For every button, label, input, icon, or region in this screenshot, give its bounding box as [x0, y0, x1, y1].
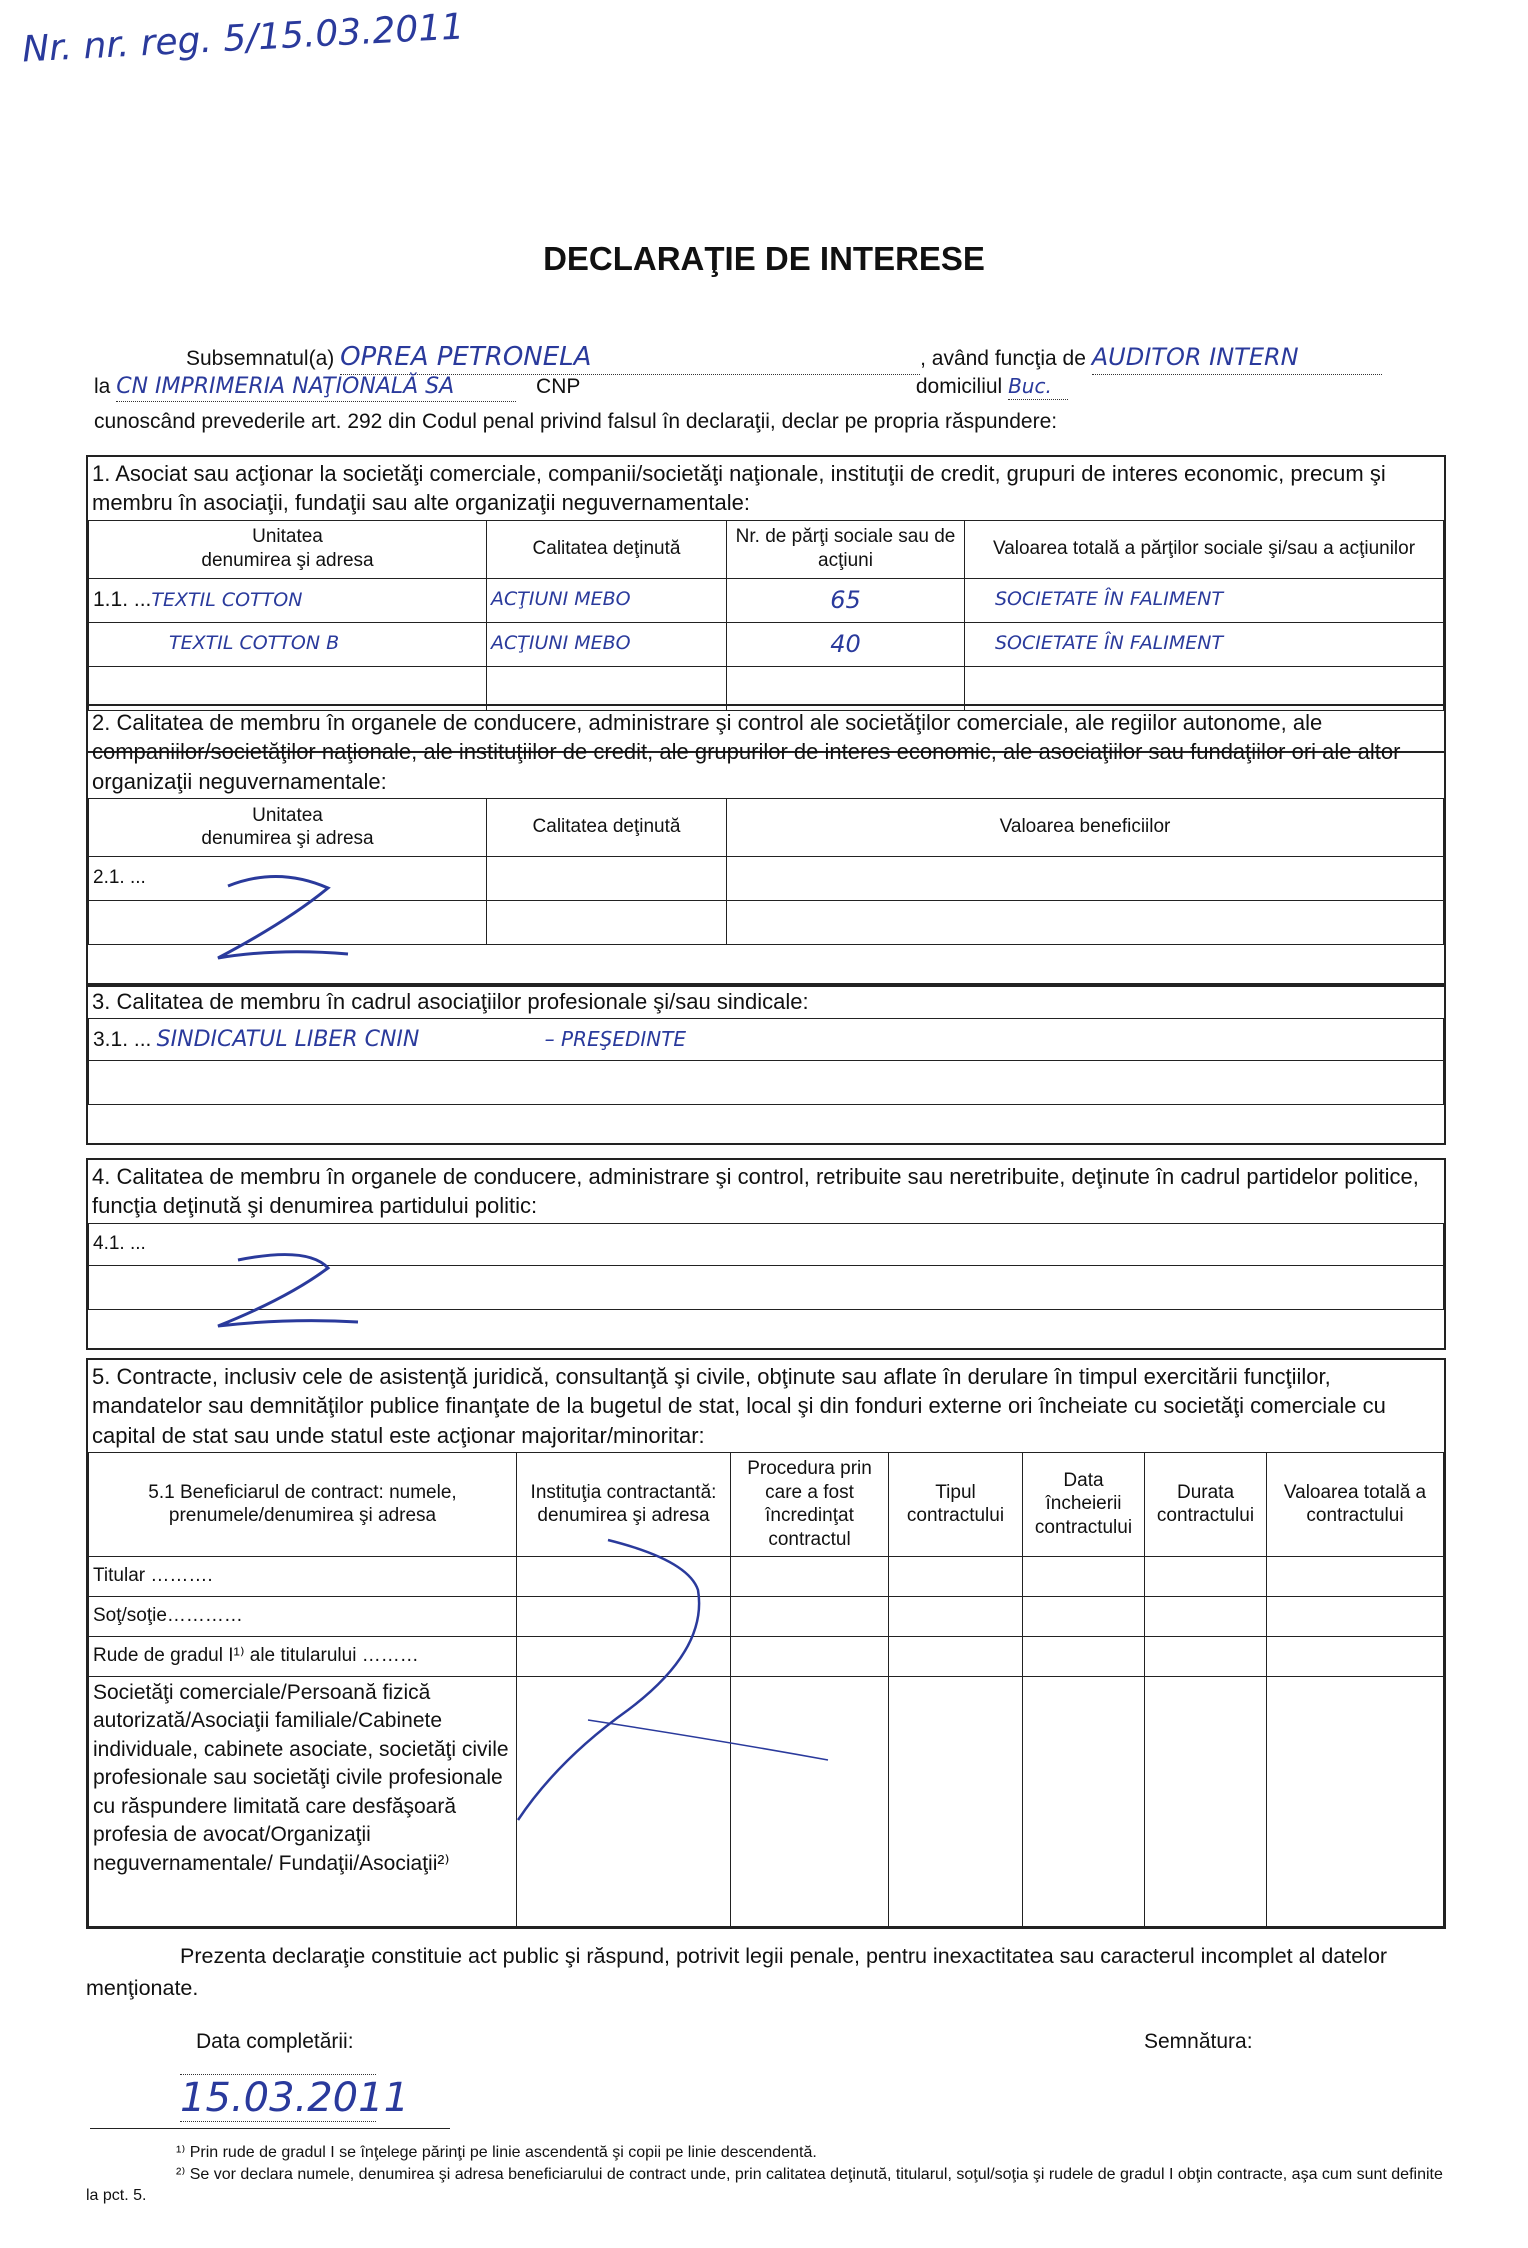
intro-statement: cunoscând prevederile art. 292 din Codul penal privind falsul în declaraţii, declar pe propria răspundere:: [94, 410, 1058, 433]
table-row: [89, 1061, 1444, 1105]
s1-col-value: Valoarea totală a părţilor sociale şi/sau a acţiunilor: [965, 520, 1444, 578]
s1-col-unit: Unitatea denumirea şi adresa: [89, 520, 487, 578]
unit-entry: TEXTIL COTTON: [151, 588, 303, 611]
table-row: [89, 622, 1444, 666]
table-cell[interactable]: [1023, 1636, 1145, 1676]
table-cell[interactable]: [889, 1636, 1023, 1676]
row-prefix[interactable]: 4.1. ...: [89, 1223, 1444, 1265]
table-cell[interactable]: [89, 578, 487, 622]
domiciliul-value[interactable]: Buc.: [1008, 373, 1068, 400]
strike-mark-z: [208, 866, 368, 966]
row-prefix: 1.1. ...: [93, 587, 152, 611]
footnote-1: ¹⁾ Prin rude de gradul I se înţelege părinţi pe linie ascendentă şi copii pe linie descendentă.: [176, 2144, 817, 2161]
table-cell[interactable]: [889, 1676, 1023, 1926]
s1-col-shares: Nr. de părţi sociale sau de acţiuni: [727, 520, 965, 578]
strike-mark-large: [388, 1530, 848, 1830]
row-label-relatives[interactable]: Rude de gradul I¹⁾ ale titularului ………: [89, 1636, 517, 1676]
strike-mark-z: [198, 1248, 378, 1338]
table-cell[interactable]: [889, 1556, 1023, 1596]
date-label: Data completării:: [196, 2030, 354, 2053]
table-cell[interactable]: [1023, 1596, 1145, 1636]
table-cell[interactable]: [1267, 1676, 1444, 1926]
table-cell[interactable]: [1267, 1556, 1444, 1596]
table-cell[interactable]: [89, 1061, 1444, 1105]
table-cell[interactable]: [1023, 1676, 1145, 1926]
footnote-2: ²⁾ Se vor declara numele, denumirea şi adresa beneficiarului de contract unde, prin calitatea deţinută, titularul, soţul/soţia şi rudele de gradul I obţin contracte, aşa cum sunt definite la pct. 5.: [86, 2166, 1443, 2204]
intro-line-2: [94, 372, 1444, 402]
declarant-function[interactable]: AUDITOR INTERN: [1092, 342, 1382, 375]
value-entry[interactable]: SOCIETATE ÎN FALIMENT: [965, 622, 1444, 666]
row-label-companies[interactable]: Societăţi comerciale/Persoană fizică autorizată/Asociaţii familiale/Cabinete individuale, cabinete asociate, societăţi civile profesionale sau societăţi civile profesionale cu răspundere limitată care desfăşoară profesia de avocat/Organizaţii neguvernamentale/ Fundaţii/Asociaţii²⁾: [89, 1676, 517, 1926]
s5-col-procedure: Procedura prin care a fost încredinţat contractul: [731, 1452, 889, 1556]
table-cell[interactable]: [1145, 1636, 1267, 1676]
unit-entry[interactable]: TEXTIL COTTON B: [89, 622, 487, 666]
section-3-heading: 3. Calitatea de membru în cadrul asociaţiilor profesionale şi/sau sindicale:: [92, 989, 809, 1014]
s2-col-unit: Unitatea denumirea şi adresa: [89, 798, 487, 856]
section-2: [86, 704, 1446, 987]
section-1-table: [88, 520, 1444, 711]
table-cell[interactable]: [487, 900, 727, 944]
s5-col-value: Valoarea totală a contractului: [1267, 1452, 1444, 1556]
section-3: [86, 983, 1446, 1145]
la-label: la: [94, 375, 111, 398]
intro-line-1: [186, 340, 1446, 375]
section-5-heading: 5. Contracte, inclusiv cele de asistenţă juridică, consultanţă şi civile, obţinute sau aflate în derulare în timpul exercitării funcţiilor, mandatelor sau demnităţilor publice finanţate de la bugetul de stat, local şi din fonduri externe ori încheiate cu societăţi comerciale cu capital de stat sau unde statul este acţionar majoritar/minoritar:: [92, 1364, 1386, 1448]
signature-label: Semnătura:: [1144, 2030, 1253, 2053]
s1-col-quality: Calitatea deţinută: [487, 520, 727, 578]
s2-col-quality: Calitatea deţinută: [487, 798, 727, 856]
s5-col-date: Data încheierii contractului: [1023, 1452, 1145, 1556]
row-prefix: 3.1. ...: [93, 1028, 152, 1051]
registration-number: Nr. nr. reg. 5/15.03.2011: [21, 6, 466, 71]
declarant-name[interactable]: OPREA PETRONELA: [340, 340, 920, 375]
union-entry: SINDICATUL LIBER CNIN: [156, 1027, 420, 1052]
table-row: [89, 1019, 1444, 1061]
section-1-heading: 1. Asociat sau acţionar la societăţi comerciale, companii/societăţi naţionale, instituţii de credit, grupuri de interes economic, precum şi membru în asociaţii, fundaţii sau alte organizaţii neguvernamentale:: [92, 461, 1386, 516]
table-cell[interactable]: [1267, 1636, 1444, 1676]
table-cell[interactable]: [1023, 1556, 1145, 1596]
date-value[interactable]: 15.03.2011: [180, 2075, 410, 2121]
table-cell[interactable]: [1145, 1556, 1267, 1596]
s5-col-institution: Instituţia contractantă: denumirea şi adresa: [517, 1452, 731, 1556]
page-title: DECLARAŢIE DE INTERESE: [543, 240, 985, 277]
section-3-table: [88, 1018, 1444, 1105]
section-5: [86, 1358, 1446, 1929]
function-label: , având funcţia de: [920, 347, 1086, 370]
shares-entry[interactable]: 40: [727, 622, 965, 666]
s5-col-type: Tipul contractului: [889, 1452, 1023, 1556]
section-4-heading: 4. Calitatea de membru în organele de conducere, administrare şi control, retribuite sau neretribuite, deţinute în cadrul partidelor politice, funcţia deţinută şi denumirea partidului politic:: [92, 1164, 1419, 1219]
table-cell[interactable]: [89, 1019, 1444, 1061]
section-4: [86, 1158, 1446, 1350]
table-cell[interactable]: [1267, 1596, 1444, 1636]
footnote-divider: [90, 2128, 450, 2129]
table-cell[interactable]: [487, 856, 727, 900]
closing-statement: Prezenta declaraţie constituie act public şi răspund, potrivit legii penale, pentru inexactitatea sau caracterul incomplet al datelor menţionate.: [86, 1944, 1388, 2001]
table-cell[interactable]: [1145, 1596, 1267, 1636]
row-label-spouse[interactable]: Soţ/soţie…………: [89, 1596, 517, 1636]
table-cell[interactable]: [889, 1596, 1023, 1636]
cnp-label: CNP: [536, 375, 581, 398]
table-cell[interactable]: [727, 856, 1444, 900]
row-label-titular[interactable]: Titular ……….: [89, 1556, 517, 1596]
union-role: – PREŞEDINTE: [544, 1027, 687, 1051]
table-cell[interactable]: [1145, 1676, 1267, 1926]
institution-name[interactable]: CN IMPRIMERIA NAŢIONALĂ SA: [116, 372, 516, 402]
table-cell[interactable]: [727, 900, 1444, 944]
domiciliul-label: domiciliul: [915, 375, 1003, 398]
s5-col-duration: Durata contractului: [1145, 1452, 1267, 1556]
subsemnatul-label: Subsemnatul(a): [186, 347, 335, 370]
section-2-heading: 2. Calitatea de membru în organele de conducere, administrare şi control ale societăţilor comerciale, ale regiilor autonome, ale companiilor/societăţilor naţionale, ale instituţiilor de credit, ale grupurilor de interes economic, ale asociaţiilor sau fundaţiilor ori ale altor organizaţii neguvernamentale:: [92, 710, 1401, 794]
quality-entry[interactable]: ACŢIUNI MEBO: [487, 622, 727, 666]
s2-col-benefits: Valoarea beneficiilor: [727, 798, 1444, 856]
value-entry[interactable]: SOCIETATE ÎN FALIMENT: [965, 578, 1444, 622]
table-row: [89, 578, 1444, 622]
shares-entry[interactable]: 65: [727, 578, 965, 622]
quality-entry[interactable]: ACŢIUNI MEBO: [487, 578, 727, 622]
s5-col-beneficiary: 5.1 Beneficiarul de contract: numele, prenumele/denumirea şi adresa: [89, 1452, 517, 1556]
row-prefix[interactable]: 2.1. ...: [89, 856, 487, 900]
